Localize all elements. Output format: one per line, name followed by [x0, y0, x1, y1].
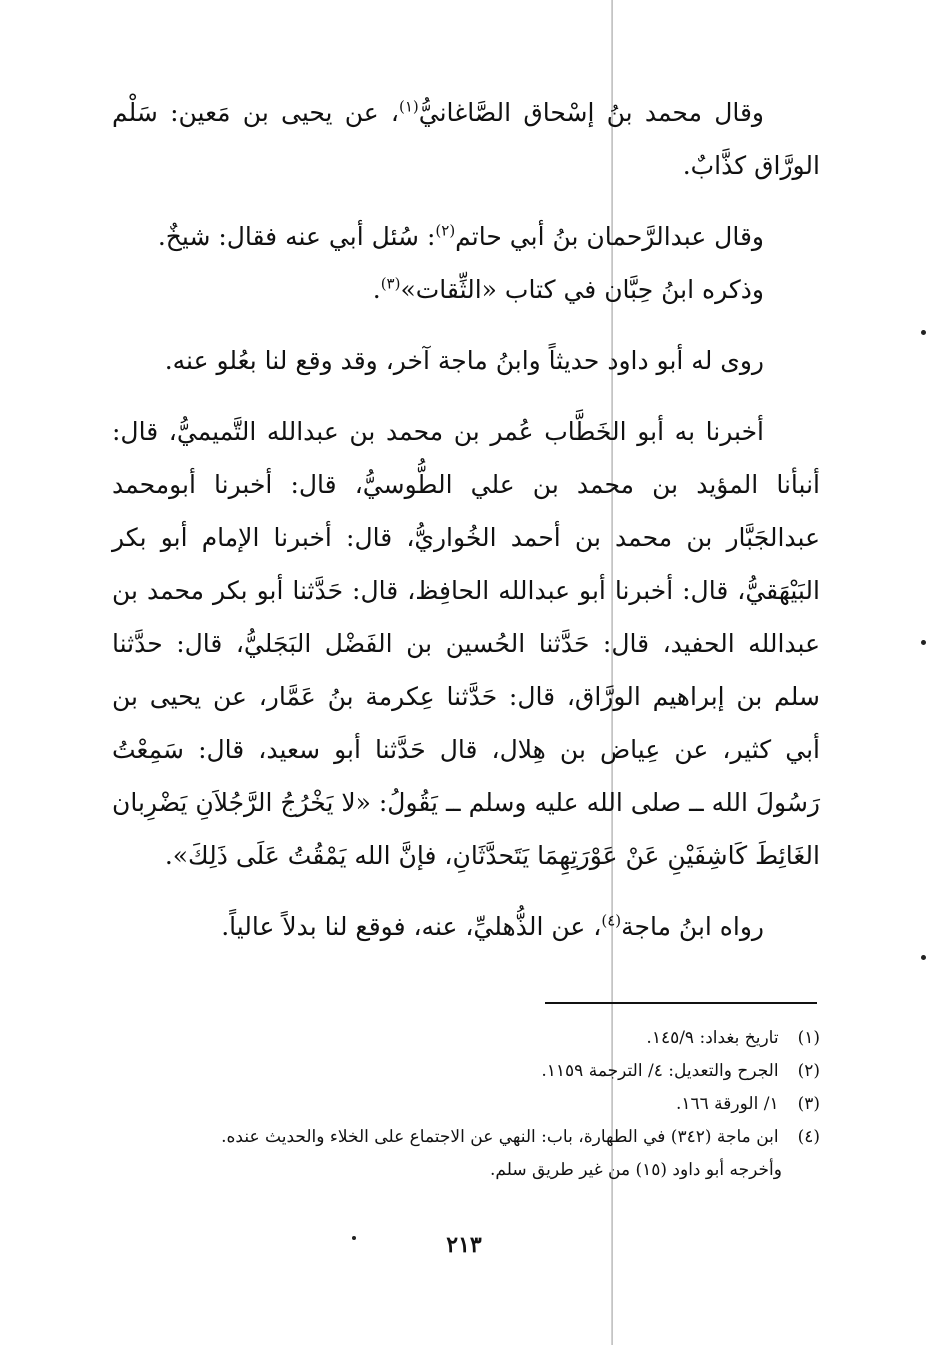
paragraph-1: وقال محمد بنُ إسْحاق الصَّاغانيُّ$^{(١)}$، عن يحيى بن مَعين: سَلْم الورَّاق كذَّابٌ.: [112, 97, 820, 180]
paragraph-4: روى له أبو داود حديثاً وابنُ ماجة آخر، وقد وقع لنا بعُلو عنه.: [164, 346, 764, 375]
paragraph-2: وقال عبدالرَّحمان بنُ أبي حاتم$^{(٢)}$: سُئل أبي عنه فقال: شيخٌ.: [157, 221, 764, 251]
footnotes: [112, 1022, 820, 1187]
footnote-ref-1: (١): [398, 97, 419, 116]
paragraph-5-isnad: أخبرنا به أبو الخَطَّاب عُمر بن محمد بن عبدالله التَّميميُّ، قال: أنبأنا المؤيد بن محمد بن علي الطُّوسيُّ، قال: أخبرنا أبومحمد عبدالجَبَّار بن محمد بن أحمد الخُواريُّ، قال: أخبرنا الإمام أبو بكر البَيْهَقيُّ، قال: أخبرنا أبو عبدالله الحافِظ، قال: حَدَّثنا أبو بكر محمد بن عبدالله الحفيد، قال: حَدَّثنا الحُسين بن الفَضْل البَجَليُّ، قال: حدَّثنا سلم بن إبراهيم الورَّاق، قال: حَدَّثنا عِكرمة بنُ عَمَّار، عن يحيى بن أبي كثير، عن عِياض بن هِلال، قال حَدَّثنا أبو سعيد، قال: سَمِعْتُ رَسُولَ الله ــ صلى الله عليه وسلم ــ يَقُولُ: «لا يَخْرُجُ الرَّجُلاَنِ يَضْرِبان الغَائِطَ كَاشِفَيْنِ عَنْ عَوْرَتِهِمَا يَتَحدَّثَانِ، فإنَّ الله يَمْقُتُ عَلَى ذَلِكَ».: [112, 417, 820, 870]
footnote-ref-2: (٢): [435, 221, 456, 240]
footnote-2: (٢) الجرح والتعديل: ٤/ الترجمة ١١٥٩.: [541, 1061, 820, 1081]
paragraph-3: وذكره ابنُ حِبَّان في كتاب «الثِّقات»$^{(٣)}$.: [372, 274, 764, 304]
paragraph-6: رواه ابنُ ماجة$^{(٤)}$، عن الذُّهليِّ، عنه، فوقع لنا بدلاً عالياً.: [221, 911, 764, 941]
footnote-3: (٣) ١/ الورقة ١٦٦.: [675, 1094, 820, 1114]
margin-mark: [921, 955, 926, 960]
page-number: ٢١٣: [446, 1232, 482, 1258]
footnote-ref-3: (٣): [380, 274, 401, 293]
footnote-separator: [545, 1002, 817, 1004]
margin-mark: [921, 330, 926, 335]
main-text: [112, 86, 820, 953]
margin-mark: [921, 640, 926, 645]
footnote-4: (٤) ابن ماجة (٣٤٢) في الطهارة، باب: النهي عن الاجتماع على الخلاء والحديث عنده.: [221, 1127, 820, 1147]
footnote-ref-4: (٤): [601, 911, 622, 930]
footnote-1: (١) تاريخ بغداد: ١٤٥/٩.: [646, 1028, 820, 1048]
footnote-4-continuation: وأخرجه أبو داود (١٥) من غير طريق سلم.: [490, 1160, 782, 1180]
